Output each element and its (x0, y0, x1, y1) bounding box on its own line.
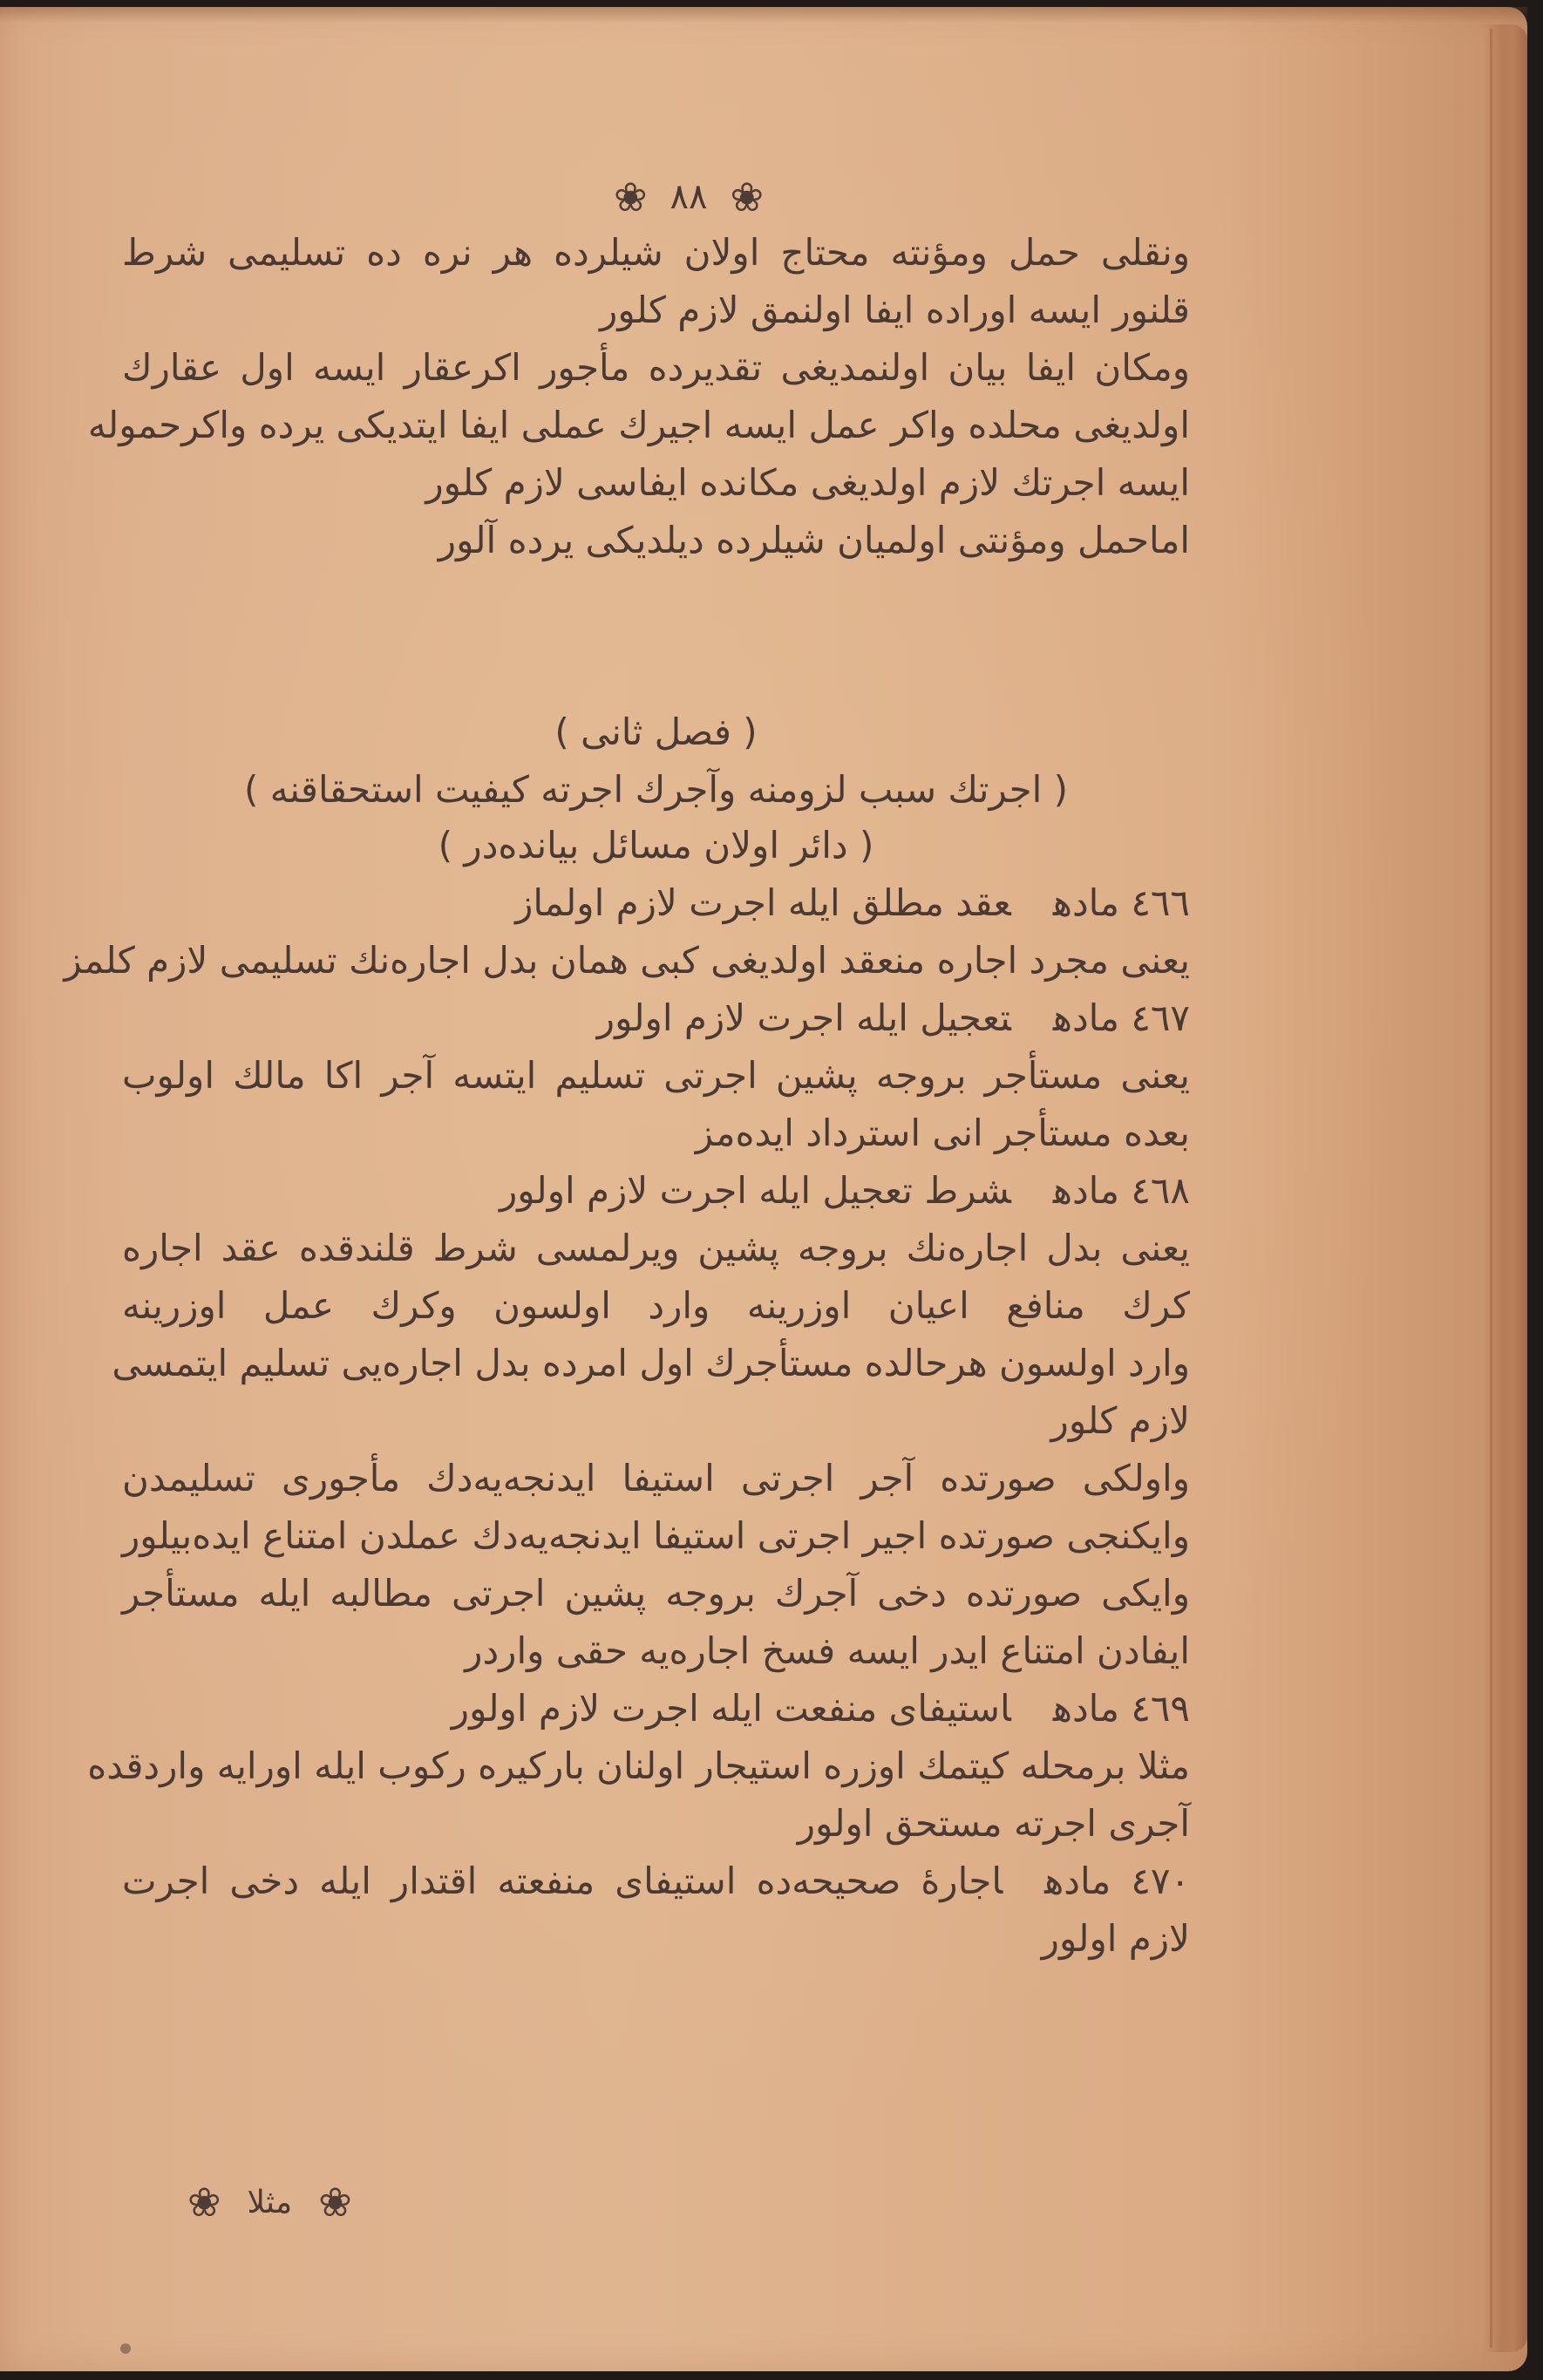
floral-ornament-icon: ❀ (318, 2179, 352, 2226)
catchword (187, 2176, 352, 2228)
article-heading-466 (515, 875, 1190, 931)
text-line: قلنور ایسه اوراده ایفا اولنمق لازم کلور (600, 289, 1190, 331)
text-line: ایفادن امتناع ایدر ایسه فسخ اجاره‌یه حقی واردر (465, 1629, 1190, 1672)
section-subtitle: ( دائر اولان مسائل بیانده‌در ) (438, 824, 874, 867)
floral-ornament-icon: ❀ (187, 2179, 221, 2226)
article-title: شرط تعجیل ایله اجرت لازم اولور (499, 1169, 1011, 1212)
text-line: وایکی صورتده دخی آجرك بروجه پشین اجرتی مطالبه ایله مستأجر (122, 1572, 1190, 1615)
text-line: ایسه اجرتك لازم اولدیغی مکانده ایفاسی لازم کلور (425, 461, 1190, 504)
article-number: ٤٦٦ ماده (1052, 881, 1190, 924)
text-line: لازم کلور (1050, 1399, 1190, 1442)
page-number: ٨٨ (670, 177, 708, 217)
floral-ornament-icon: ❀ (730, 173, 765, 221)
page-top-shadow (0, 7, 1527, 23)
text-line: ومکان ایفا بیان اولنمدیغی تقدیرده مأجور اکرعقار ایسه اول عقارك (122, 346, 1190, 389)
catchword-text: مثلا (247, 2184, 293, 2220)
text-line: ونقلی حمل ومؤنته محتاج اولان شیلرده هر نره ده تسلیمی شرط (122, 231, 1190, 274)
text-line: اماحمل ومؤنتی اولمیان شیلرده دیلدیکی یرده آلور (438, 519, 1190, 561)
scanned-book-page (0, 7, 1527, 2371)
text-line: بعده مستأجر انی استرداد ایده‌مز (695, 1112, 1190, 1154)
floral-ornament-icon: ❀ (613, 173, 648, 221)
text-line: وارد اولسون هرحالده مستأجرك اول امرده بدل اجاره‌یی تسلیم ایتمسی (112, 1342, 1190, 1384)
text-line: لازم اولور (1041, 1917, 1190, 1960)
article-title: اجارهٔ صحیحه‌ده استیفای منفعته اقتدار ایله دخی اجرت (122, 1860, 1003, 1902)
article-title: عقد مطلق ایله اجرت لازم اولماز (515, 881, 1011, 924)
article-heading-468 (500, 1163, 1190, 1219)
article-heading-467 (597, 990, 1190, 1046)
page-number-header (575, 171, 802, 223)
article-number: ٤٦٨ ماده (1052, 1169, 1190, 1212)
article-heading-470 (122, 1853, 1190, 1909)
text-line: آجری اجرته مستحق اولور (797, 1802, 1190, 1845)
text-line: وایکنجی صورتده اجیر اجرتی استیفا ایدنجه‌یه‌دك عملدن امتناع ایده‌بیلور (122, 1514, 1190, 1557)
article-heading-469 (452, 1681, 1190, 1737)
text-line: یعنی مجرد اجاره منعقد اولدیغی کبی همان بدل اجاره‌نك تسلیمی لازم کلمز (64, 939, 1190, 982)
text-line: مثلا برمحله کیتمك اوزره استیجار اولنان بارکیره رکوب ایله اورایه واردقده (87, 1744, 1190, 1787)
section-title: ( فصل ثانی ) (554, 711, 758, 753)
text-line: واولکی صورتده آجر اجرتی استیفا ایدنجه‌یه‌دك مأجوری تسلیمدن (122, 1457, 1190, 1499)
text-line: اولدیغی محلده واکر عمل ایسه اجیرك عملی ایفا ایتدیکی یرده واکرحموله (87, 404, 1190, 446)
text-line: کرك منافع اعیان اوزرینه وارد اولسون وکرك عمل اوزرینه (122, 1284, 1190, 1327)
article-title: تعجیل ایله اجرت لازم اولور (596, 996, 1011, 1039)
text-line: یعنی مستأجر بروجه پشین اجرتی تسلیم ایتسه آجر اکا مالك اولوب (122, 1054, 1190, 1097)
text-line: یعنی بدل اجاره‌نك بروجه پشین ویرلمسی شرط قلندقده عقد اجاره (122, 1227, 1190, 1269)
article-number: ٤٦٧ ماده (1052, 996, 1190, 1039)
page-edge-crease (1490, 29, 1492, 2348)
article-number: ٤٦٩ ماده (1052, 1687, 1190, 1730)
paper-speck (120, 2343, 131, 2354)
article-number: ٤٧٠ ماده (1044, 1860, 1190, 1902)
section-subtitle: ( اجرتك سبب لزومنه وآجرك اجرته کیفیت استحقاقنه ) (243, 768, 1069, 811)
article-title: استیفای منفعت ایله اجرت لازم اولور (451, 1687, 1011, 1730)
